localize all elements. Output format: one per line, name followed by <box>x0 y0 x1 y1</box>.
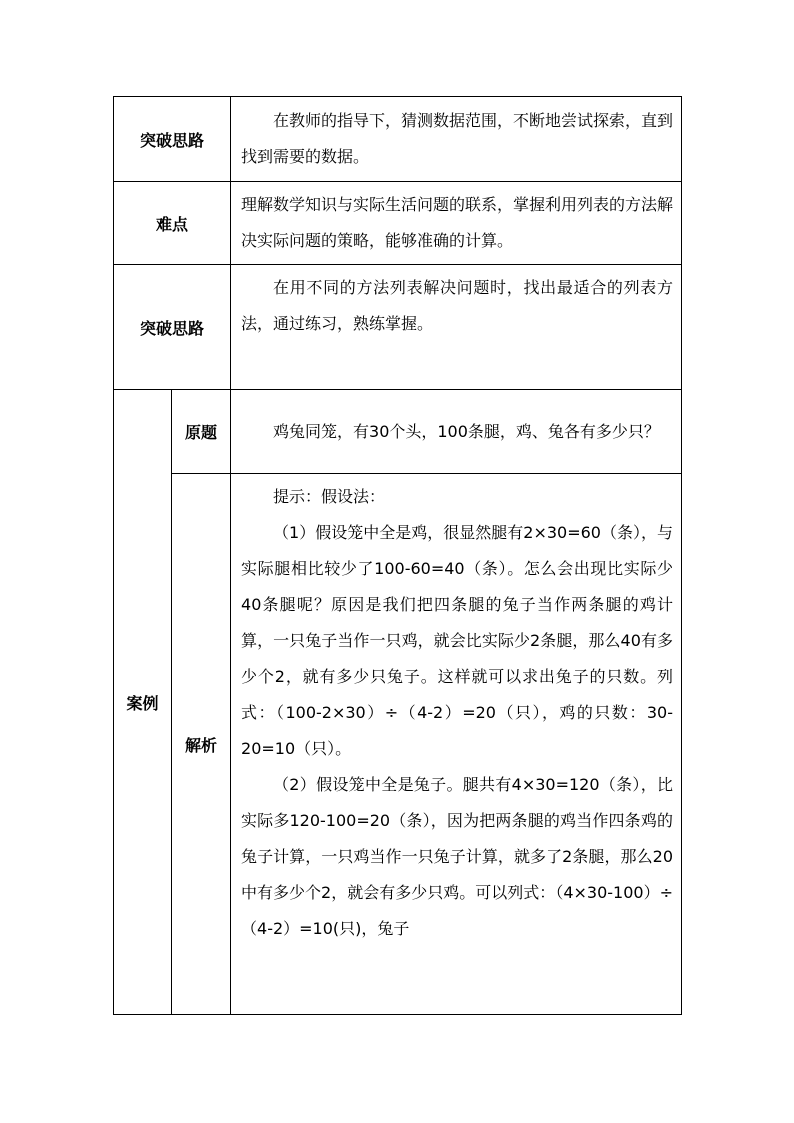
analysis-hint: 提示：假设法： <box>273 487 386 506</box>
breakthrough-row-2 <box>114 265 682 390</box>
case-label: 案例 <box>114 390 172 1015</box>
breakthrough-label-2: 突破思路 <box>114 265 231 390</box>
breakthrough-paragraph-2: 在用不同的方法列表解决问题时，找出最适合的列表方法，通过练习，熟练掌握。 <box>241 278 674 333</box>
lesson-table <box>113 96 682 1015</box>
original-problem-label: 原题 <box>172 390 231 474</box>
original-problem-row <box>114 390 682 474</box>
analysis-row <box>114 474 682 1015</box>
analysis-paragraph-1: （1）假设笼中全是鸡，很显然腿有2×30=60（条），与实际腿相比较少了100-60=40（条）。怎么会出现比实际少40条腿呢？原因是我们把四条腿的兔子当作两条腿的鸡计算，一只兔子当作一只鸡，就会比实际少2条腿，那么40有多少个2，就有多少只兔子。这样就可以求出兔子的只数。列式：（100-2×30）÷（4-2）=20（只），鸡的只数：30-20=10（只）。 <box>241 523 674 758</box>
breakthrough-paragraph-1: 在教师的指导下，猜测数据范围，不断地尝试探索，直到找到需要的数据。 <box>241 111 674 166</box>
original-problem-paragraph: 鸡兔同笼，有30个头，100条腿，鸡、兔各有多少只？ <box>273 421 660 441</box>
difficulty-paragraph: 理解数学知识与实际生活问题的联系，掌握利用列表的方法解决实际问题的策略，能够准确的计算。 <box>241 195 674 250</box>
analysis-label: 解析 <box>172 474 231 1015</box>
breakthrough-text-1 <box>231 97 682 182</box>
analysis-paragraph-2: （2）假设笼中全是兔子。腿共有4×30=120（条），比实际多120-100=20（条），因为把两条腿的鸡当作四条鸡的兔子计算，一只鸡当作一只兔子计算，就多了2条腿，那么20中有多少个2，就会有多少只鸡。可以列式：（4×30-100）÷（4-2）=10(只)，兔子 <box>241 775 674 938</box>
breakthrough-row-1 <box>114 97 682 182</box>
original-problem-text <box>231 390 682 474</box>
breakthrough-text-2 <box>231 265 682 390</box>
analysis-text <box>231 474 682 1015</box>
difficulty-row <box>114 182 682 265</box>
difficulty-label: 难点 <box>114 182 231 265</box>
difficulty-text <box>231 182 682 265</box>
breakthrough-label-1: 突破思路 <box>114 97 231 182</box>
